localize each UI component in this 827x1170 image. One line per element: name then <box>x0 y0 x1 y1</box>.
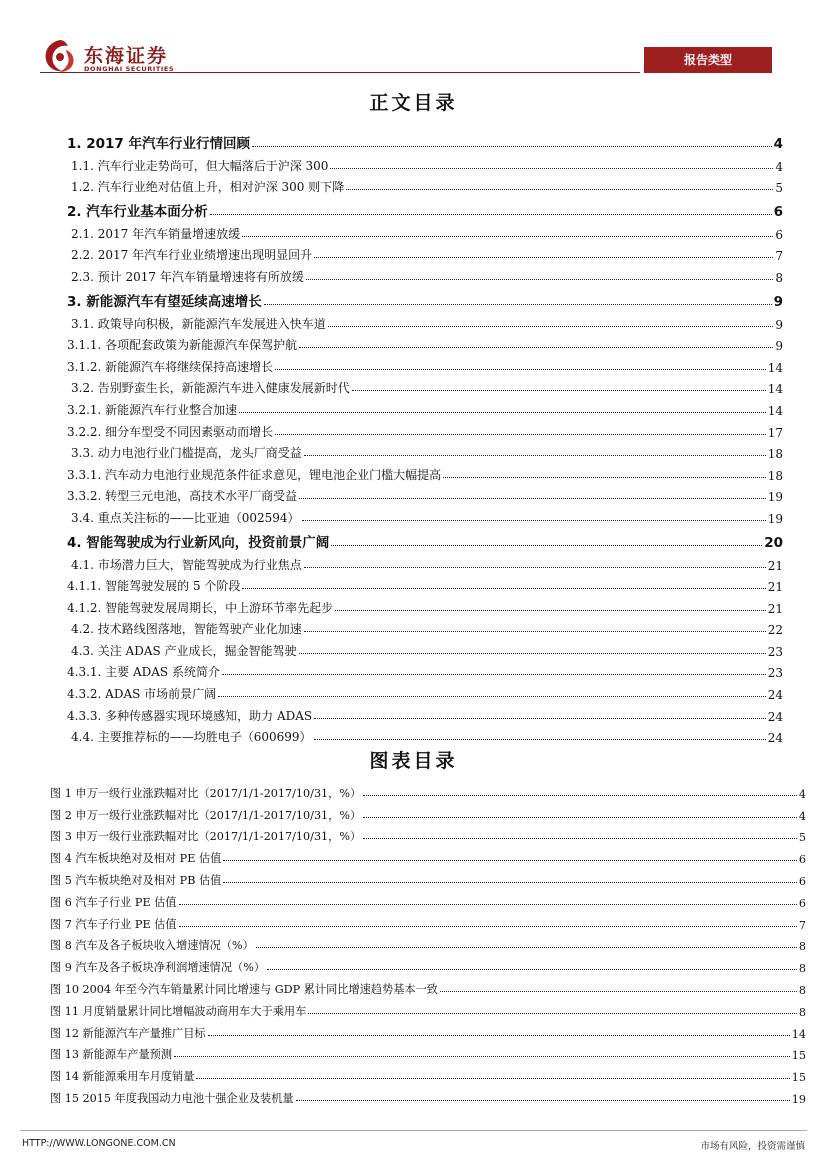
figure-entry-title: 图 11 月度销量累计同比增幅波动商用车大于乘用车 <box>50 1004 307 1018</box>
toc-entry[interactable] <box>67 594 783 616</box>
toc-entry-page: 22 <box>767 623 783 638</box>
dot-leader <box>346 189 773 190</box>
figure-entry-title: 图 10 2004 年至今汽车销量累计同比增速与 GDP 累计同比增速趋势基本一致 <box>50 982 438 996</box>
figure-entry[interactable] <box>50 779 806 801</box>
toc-entry-title: 4.1.1. 智能驾驶发展的 5 个阶段 <box>67 579 241 594</box>
toc-entry-title: 3.1.1. 各项配套政策为新能源汽车保驾护航 <box>67 338 298 353</box>
figure-entry-page: 4 <box>798 787 806 801</box>
dot-leader <box>306 279 773 280</box>
toc-entry[interactable] <box>67 375 783 397</box>
figure-entry[interactable] <box>50 910 806 932</box>
dot-leader <box>363 817 797 818</box>
figure-entry-title: 图 5 汽车板块绝对及相对 PB 估值 <box>50 873 222 887</box>
toc-entry-title: 3.2.2. 细分车型受不同因素驱动而增长 <box>67 424 274 439</box>
toc-entry[interactable] <box>67 573 783 595</box>
toc-entry-page: 23 <box>767 666 783 681</box>
toc-entry[interactable] <box>67 526 783 551</box>
figure-entry-title: 图 14 新能源乘用车月度销量 <box>50 1070 195 1084</box>
dot-leader <box>208 1035 790 1036</box>
dot-leader <box>239 412 766 413</box>
toc-entry-title: 3. 新能源汽车有望延续高速增长 <box>67 293 262 310</box>
figure-entry[interactable] <box>50 1084 806 1106</box>
toc-entry-page: 19 <box>767 490 783 505</box>
dot-leader <box>299 653 766 654</box>
toc-entry-title: 1. 2017 年汽车行业行情回顾 <box>67 136 250 152</box>
toc-entry[interactable] <box>67 440 783 462</box>
toc-entry-page: 19 <box>767 511 783 526</box>
figure-entry-title: 图 9 汽车及各子板块净利润增速情况（%） <box>50 961 266 975</box>
toc-entry-page: 24 <box>767 709 783 724</box>
report-type-badge: 报告类型 <box>644 47 772 73</box>
dot-leader <box>223 860 797 861</box>
toc-entry-page: 21 <box>767 601 783 616</box>
toc-entry-title: 4.3.3. 多种传感器实现环境感知，助力 ADAS <box>67 708 313 723</box>
figure-entry-title: 图 13 新能源车产量预测 <box>50 1048 173 1062</box>
toc-entry-page: 21 <box>767 558 783 573</box>
toc-entry-page: 24 <box>767 688 783 703</box>
toc-entry-page: 18 <box>767 468 783 483</box>
dot-leader <box>304 631 766 632</box>
toc-entry-title: 3.2. 告别野蛮生长，新能源汽车进入健康发展新时代 <box>71 381 350 396</box>
dot-leader <box>267 969 797 970</box>
figure-entry[interactable] <box>50 932 806 954</box>
toc-entry-page: 4 <box>773 136 783 152</box>
footer-divider <box>20 1130 807 1131</box>
figure-entry-title: 图 7 汽车子行业 PE 估值 <box>50 917 177 931</box>
toc-entry-page: 6 <box>775 227 783 242</box>
figure-entry[interactable] <box>50 997 806 1019</box>
dot-leader <box>242 236 773 237</box>
toc-title: 正文目录 <box>369 92 458 114</box>
figure-entry-title: 图 12 新能源汽车产量推广目标 <box>50 1026 206 1040</box>
dot-leader <box>335 610 766 611</box>
figure-entry[interactable] <box>50 953 806 975</box>
figure-entry-page: 15 <box>791 1071 806 1085</box>
dot-leader <box>440 991 797 992</box>
dot-leader <box>252 146 772 147</box>
toc-entry-page: 4 <box>775 159 783 174</box>
toc-entry[interactable] <box>67 263 783 285</box>
figure-entry[interactable] <box>50 1062 806 1084</box>
figure-entry-title: 图 2 申万一级行业涨跌幅对比（2017/1/1-2017/10/31，%） <box>50 808 362 822</box>
toc-entry-title: 2.1. 2017 年汽车销量增速放缓 <box>71 226 241 241</box>
toc-entry-title: 4.2. 技术路线图落地，智能驾驶产业化加速 <box>71 622 302 637</box>
toc-entry-page: 20 <box>764 534 783 551</box>
toc-list <box>67 127 783 745</box>
toc-entry[interactable] <box>67 461 783 483</box>
figure-entry-page: 8 <box>798 940 806 954</box>
figure-entry-page: 5 <box>798 831 806 845</box>
toc-entry[interactable] <box>67 616 783 638</box>
dot-leader <box>223 882 797 883</box>
toc-entry[interactable] <box>67 724 783 746</box>
toc-entry[interactable] <box>67 483 783 505</box>
toc-entry[interactable] <box>67 332 783 354</box>
dot-leader <box>242 588 765 589</box>
figure-entry-page: 6 <box>798 896 806 910</box>
toc-entry-title: 3.2.1. 新能源汽车行业整合加速 <box>67 402 238 417</box>
toc-entry-title: 2.2. 2017 年汽车行业业绩增速出现明显回升 <box>71 248 313 263</box>
dot-leader <box>275 434 766 435</box>
toc-entry-page: 14 <box>767 382 783 397</box>
toc-entry-page: 7 <box>775 249 783 264</box>
header-divider <box>40 72 640 73</box>
toc-entry-page: 18 <box>767 447 783 462</box>
toc-entry-page: 8 <box>775 270 783 285</box>
toc-entry-title: 1.1. 汽车行业走势尚可，但大幅落后于沪深 300 <box>71 158 329 173</box>
toc-entry[interactable] <box>67 551 783 573</box>
figure-entry[interactable] <box>50 801 806 823</box>
dot-leader <box>302 520 766 521</box>
figure-entry-page: 7 <box>798 918 806 932</box>
dot-leader <box>264 304 772 305</box>
toc-entry[interactable] <box>67 310 783 332</box>
figure-entry-page: 4 <box>798 809 806 823</box>
toc-entry-page: 6 <box>773 204 783 221</box>
dot-leader <box>352 390 766 391</box>
dot-leader <box>299 347 773 348</box>
toc-entry-title: 1.2. 汽车行业绝对估值上升，相对沪深 300 则下降 <box>71 180 345 195</box>
toc-entry-page: 9 <box>775 339 783 354</box>
figure-entry[interactable] <box>50 844 806 866</box>
toc-entry-title: 4.1.2. 智能驾驶发展周期长，中上游环节率先起步 <box>67 600 334 615</box>
figure-entry-page: 6 <box>798 874 806 888</box>
toc-entry[interactable] <box>67 418 783 440</box>
figure-entry[interactable] <box>50 1019 806 1041</box>
figure-entry-title: 图 8 汽车及各子板块收入增速情况（%） <box>50 939 254 953</box>
dot-leader <box>304 567 766 568</box>
dot-leader <box>256 947 797 948</box>
figure-entry-title: 图 15 2015 年度我国动力电池十强企业及装机量 <box>50 1091 294 1105</box>
figure-list <box>50 779 806 1106</box>
dot-leader <box>328 326 774 327</box>
dot-leader <box>304 455 766 456</box>
donghai-logo-icon <box>40 38 80 74</box>
toc-entry-title: 4.3.2. ADAS 市场前景广阔 <box>67 687 217 702</box>
figure-entry-page: 15 <box>791 1049 806 1063</box>
dot-leader <box>331 545 762 546</box>
dot-leader <box>314 257 773 258</box>
page-header <box>0 0 827 80</box>
toc-entry[interactable] <box>67 702 783 724</box>
toc-entry-page: 9 <box>775 317 783 332</box>
dot-leader <box>296 1100 790 1101</box>
toc-entry[interactable] <box>67 220 783 242</box>
toc-entry-page: 21 <box>767 580 783 595</box>
figure-entry[interactable] <box>50 1041 806 1063</box>
figure-entry-title: 图 1 申万一级行业涨跌幅对比（2017/1/1-2017/10/31，%） <box>50 786 362 800</box>
toc-entry-page: 5 <box>775 181 783 196</box>
toc-entry-page: 23 <box>767 644 783 659</box>
figure-entry-page: 8 <box>798 1005 806 1019</box>
toc-entry-title: 2.3. 预计 2017 年汽车销量增速将有所放缓 <box>71 269 304 284</box>
toc-entry-title: 4. 智能驾驶成为行业新风向，投资前景广阔 <box>67 534 330 551</box>
toc-entry-title: 4.3. 关注 ADAS 产业成长，掘金智能驾驶 <box>71 643 297 658</box>
toc-entry[interactable] <box>67 680 783 702</box>
toc-entry[interactable] <box>67 353 783 375</box>
toc-entry[interactable] <box>67 127 783 152</box>
toc-entry[interactable] <box>67 396 783 418</box>
dot-leader <box>363 838 797 839</box>
dot-leader <box>196 1078 789 1079</box>
toc-entry-title: 3.3.1. 汽车动力电池行业规范条件征求意见，锂电池企业门槛大幅提高 <box>67 467 442 482</box>
dot-leader <box>363 795 797 796</box>
figure-entry-page: 8 <box>798 962 806 976</box>
toc-entry[interactable] <box>67 504 783 526</box>
toc-entry[interactable] <box>67 242 783 264</box>
figure-entry-title: 图 3 申万一级行业涨跌幅对比（2017/1/1-2017/10/31，%） <box>50 830 362 844</box>
dot-leader <box>314 739 766 740</box>
toc-entry-page: 9 <box>773 293 783 310</box>
dot-leader <box>210 214 772 215</box>
figure-entry-page: 8 <box>798 983 806 997</box>
logo-subtext: DONGHAI SECURITIES <box>84 65 175 73</box>
toc-entry-page: 14 <box>767 403 783 418</box>
figure-entry[interactable] <box>50 866 806 888</box>
toc-entry[interactable] <box>67 285 783 310</box>
toc-entry[interactable] <box>67 659 783 681</box>
toc-entry-title: 3.1.2. 新能源汽车将继续保持高速增长 <box>67 359 274 374</box>
figure-entry-title: 图 6 汽车子行业 PE 估值 <box>50 895 177 909</box>
toc-entry-title: 3.3.2. 转型三元电池，高技术水平厂商受益 <box>67 489 298 504</box>
figure-entry-page: 19 <box>791 1092 806 1106</box>
toc-entry[interactable] <box>67 174 783 196</box>
dot-leader <box>179 926 797 927</box>
figure-entry-title: 图 4 汽车板块绝对及相对 PE 估值 <box>50 852 222 866</box>
toc-entry-page: 14 <box>767 360 783 375</box>
logo-text: 东海证券 <box>84 45 169 67</box>
dot-leader <box>275 369 766 370</box>
dot-leader <box>443 477 766 478</box>
toc-entry[interactable] <box>67 152 783 174</box>
dot-leader <box>179 904 797 905</box>
toc-entry-title: 4.1. 市场潜力巨大，智能驾驶成为行业焦点 <box>71 557 302 572</box>
toc-entry-title: 3.4. 重点关注标的——比亚迪（002594） <box>71 510 300 525</box>
dot-leader <box>330 168 773 169</box>
figure-entry[interactable] <box>50 888 806 910</box>
dot-leader <box>222 674 766 675</box>
toc-entry-title: 3.1. 政策导向积极，新能源汽车发展进入快车道 <box>71 316 326 331</box>
toc-entry-title: 4.3.1. 主要 ADAS 系统简介 <box>67 665 220 680</box>
toc-entry-title: 2. 汽车行业基本面分析 <box>67 204 208 221</box>
figure-entry[interactable] <box>50 975 806 997</box>
footer-disclaimer: 市场有风险，投资需谨慎 <box>700 1141 805 1152</box>
dot-leader <box>299 498 766 499</box>
dot-leader <box>314 718 766 719</box>
toc-entry[interactable] <box>67 637 783 659</box>
figure-entry[interactable] <box>50 823 806 845</box>
figure-entry-page: 14 <box>791 1027 806 1041</box>
dot-leader <box>308 1013 797 1014</box>
dot-leader <box>174 1056 790 1057</box>
toc-entry-title: 4.4. 主要推荐标的——均胜电子（600699） <box>71 730 312 745</box>
figure-list-title: 图表目录 <box>369 750 458 772</box>
footer-url[interactable]: HTTP://WWW.LONGONE.COM.CN <box>22 1138 176 1149</box>
toc-entry-page: 24 <box>767 731 783 746</box>
dot-leader <box>218 696 766 697</box>
figure-entry-page: 6 <box>798 853 806 867</box>
toc-entry[interactable] <box>67 195 783 220</box>
toc-entry-page: 17 <box>767 425 783 440</box>
toc-entry-title: 3.3. 动力电池行业门槛提高，龙头厂商受益 <box>71 446 302 461</box>
